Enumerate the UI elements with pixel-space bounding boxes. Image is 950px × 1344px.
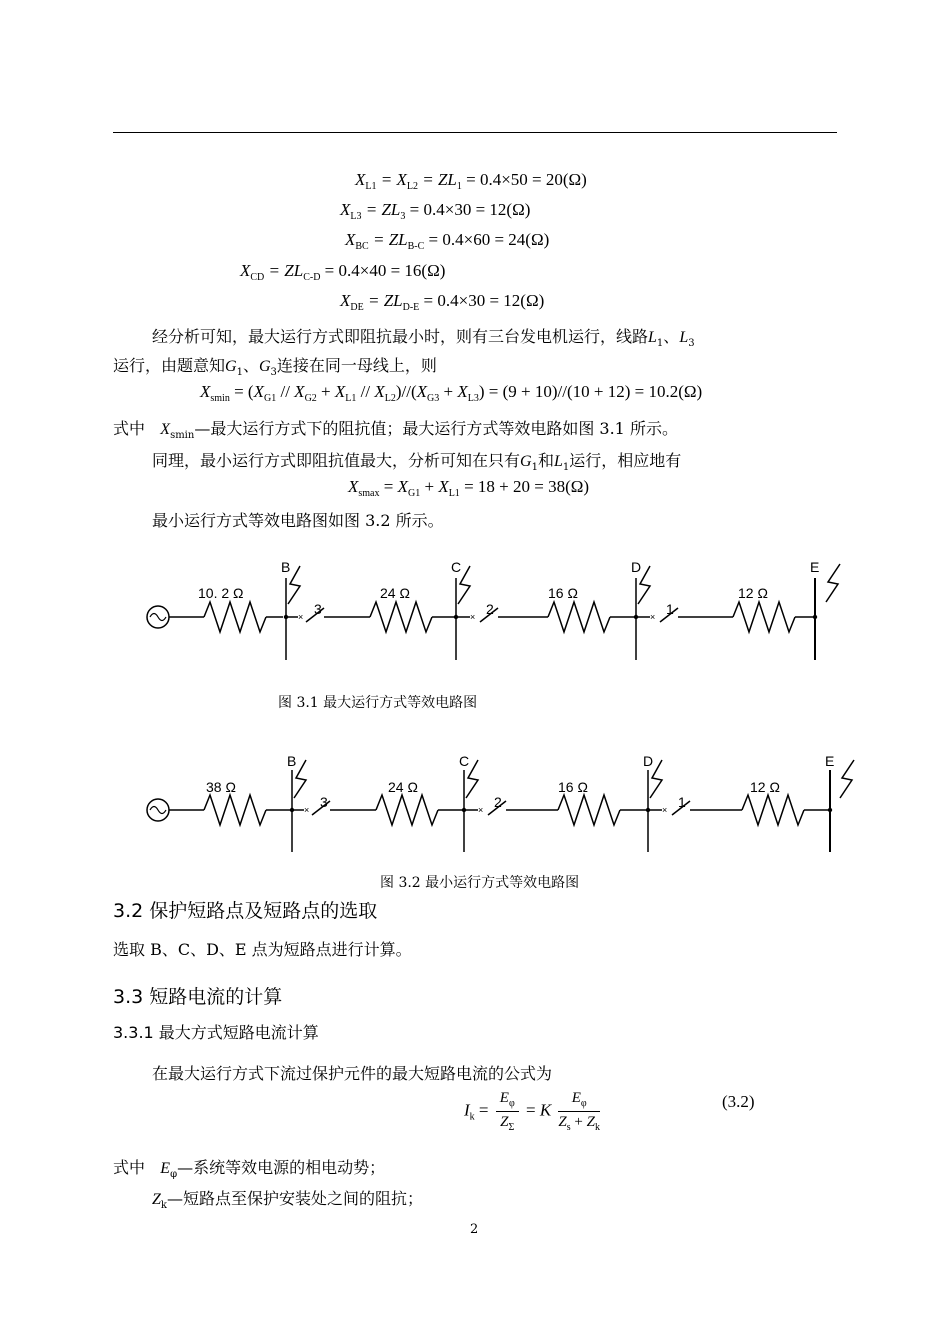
bus-label: B	[281, 559, 291, 575]
heading-3-3: 3.3 短路电流的计算	[113, 986, 283, 1008]
paragraph-max-mode: 经分析可知，最大运行方式即阻抗最小时，则有三台发电机运行，线路$L_1$、$L_3$	[152, 327, 695, 349]
resistor-label: 16 Ω	[558, 779, 588, 795]
resistor-3	[558, 795, 620, 825]
breaker-label: 2	[486, 601, 494, 617]
equation-xcd: $X_{CD} = ZL_{C-D} = 0.4\times 40 = 16(\Omega)$	[240, 261, 446, 283]
bus-label: C	[459, 753, 470, 769]
resistor-label: 24 Ω	[388, 779, 418, 795]
equation-xde: $X_{DE} = ZL_{D-E} = 0.4\times 30 = 12(\Omega)$	[340, 291, 545, 313]
fault-icon-e	[840, 760, 854, 798]
resistor-label: 10. 2 Ω	[198, 585, 244, 601]
resistor-label: 24 Ω	[380, 585, 410, 601]
paragraph-formula-intro: 在最大运行方式下流过保护元件的最大短路电流的公式为	[152, 1064, 553, 1083]
formula-number: (3.2)	[722, 1092, 755, 1111]
breaker-label: 3	[314, 601, 322, 617]
bus-label: C	[451, 559, 462, 575]
bus-label: B	[287, 753, 297, 769]
equation-xl3: $X_{L3} = ZL_3 = 0.4\times 30 = 12(\Omega)$	[340, 200, 531, 222]
figure-caption-3-1: 图 3.1 最大运行方式等效电路图	[278, 695, 478, 711]
resistor-4	[733, 602, 795, 632]
paragraph-xsmin-def: 式中 $X_{smin}—$最大运行方式下的阻抗值；最大运行方式等效电路如图 3.1 所示。	[113, 419, 678, 441]
header-rule	[113, 132, 837, 133]
formula-ik: $I_k$ = $\frac{E_\varphi}{Z_\Sigma}$ = K $\frac{E_\varphi}{Z_s + Z_k}$	[464, 1090, 600, 1133]
resistor-2	[370, 602, 432, 632]
bus-label: D	[643, 753, 654, 769]
resistor-label: 12 Ω	[750, 779, 780, 795]
paragraph-fault-points: 选取 B、C、D、E 点为短路点进行计算。	[113, 940, 412, 959]
paragraph-e-def: 式中 $E_\varphi—$系统等效电源的相电动势；	[113, 1158, 386, 1180]
svg-text:×: ×	[470, 612, 476, 622]
paragraph-z-def: $Z_k—$短路点至保护安装处之间的阻抗；	[152, 1189, 423, 1211]
resistor-4	[742, 795, 804, 825]
page-number: 2	[470, 1222, 479, 1237]
svg-text:×: ×	[662, 805, 668, 815]
paragraph-max-mode-cont: 运行，由题意知$G_1$、$G_3$连接在同一母线上，则	[113, 356, 437, 378]
equation-xsmin: $X_{smin} = (X_{G1} // X_{G2} + X_{L1} // X_{L2})//(X_{G3} + X_{L3}) = (9 + 10)//(10 + 12) = 10.2(\Omega)$	[200, 382, 703, 404]
fault-icon-e	[826, 564, 840, 602]
resistor-label: 12 Ω	[738, 585, 768, 601]
heading-3-3-1: 3.3.1 最大方式短路电流计算	[113, 1023, 319, 1042]
circuit-diagram-max	[138, 556, 858, 664]
paragraph-min-mode: 同理，最小运行方式即阻抗值最大，分析可知在只有$G_1$和$L_1$运行，相应地有	[152, 451, 682, 473]
figure-caption-3-2: 图 3.2 最小运行方式等效电路图	[380, 875, 580, 891]
breaker-label: 1	[666, 601, 674, 617]
bus-label: E	[810, 559, 820, 575]
svg-text:×: ×	[298, 612, 304, 622]
circuit-diagram-min	[138, 752, 858, 860]
paragraph-fig32-ref: 最小运行方式等效电路图如图 3.2 所示。	[152, 511, 444, 530]
svg-text:×: ×	[478, 805, 484, 815]
equation-xbc: $X_{BC} = ZL_{B-C} = 0.4\times 60 = 24(\Omega)$	[345, 230, 550, 252]
breaker-label: 3	[320, 794, 328, 810]
resistor-2	[376, 795, 438, 825]
bus-label: E	[825, 753, 835, 769]
breaker-label: 2	[494, 794, 502, 810]
breaker-label: 1	[678, 794, 686, 810]
equation-xl1: $X_{L1} = X_{L2} = ZL_1 = 0.4\times 50 = 20(\Omega)$	[355, 170, 587, 192]
resistor-3	[548, 602, 610, 632]
resistor-1	[204, 602, 266, 632]
resistor-label: 38 Ω	[206, 779, 236, 795]
bus-label: D	[631, 559, 642, 575]
svg-text:×: ×	[304, 805, 310, 815]
heading-3-2: 3.2 保护短路点及短路点的选取	[113, 900, 378, 922]
resistor-1	[204, 795, 266, 825]
equation-xsmax: $X_{smax} = X_{G1} + X_{L1} = 18 + 20 = 38(\Omega)$	[348, 477, 590, 499]
resistor-label: 16 Ω	[548, 585, 578, 601]
svg-text:×: ×	[650, 612, 656, 622]
